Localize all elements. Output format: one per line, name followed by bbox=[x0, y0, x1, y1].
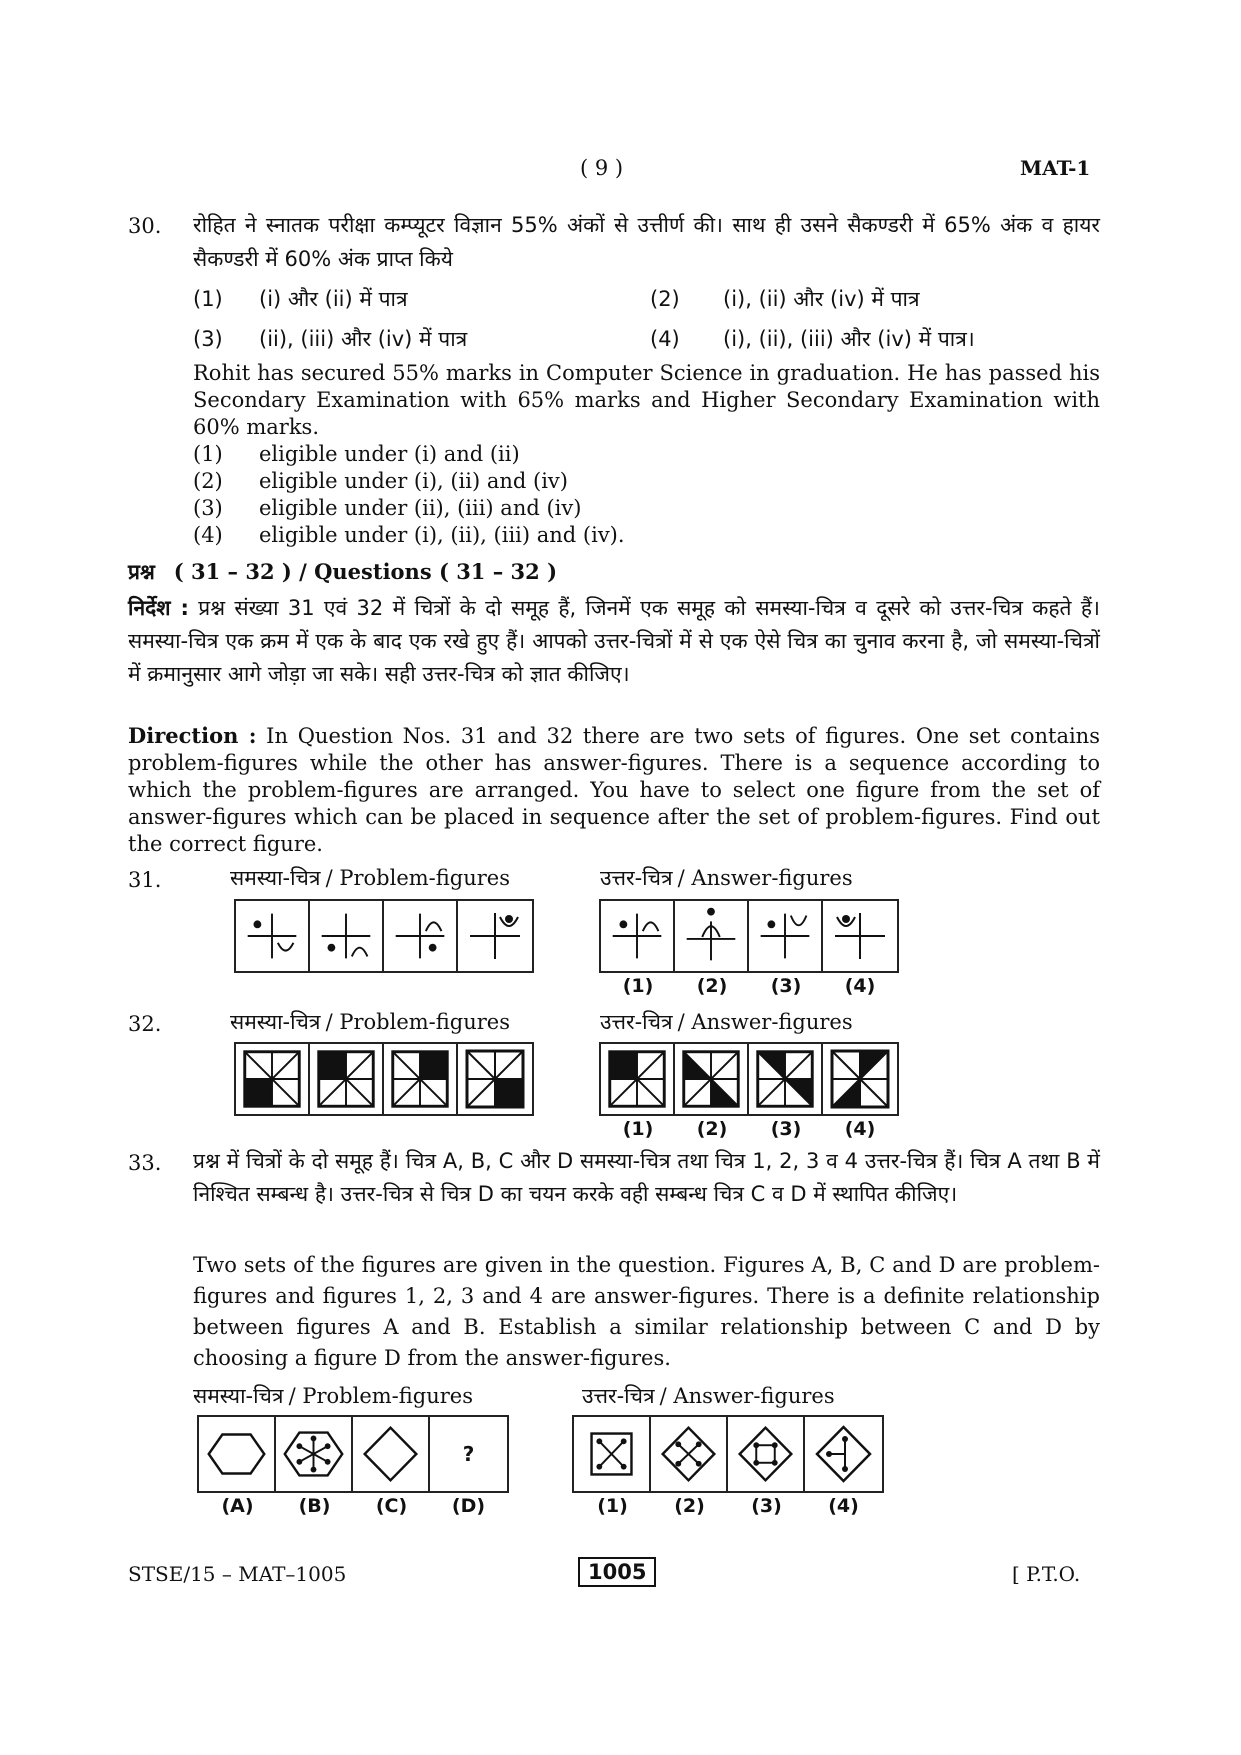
caption-english: / Answer-figures bbox=[677, 1010, 853, 1034]
answer-figure[interactable] bbox=[749, 901, 823, 971]
caption-english: / Answer-figures bbox=[659, 1384, 835, 1408]
q30-hindi-option-2 bbox=[650, 285, 920, 313]
list-item bbox=[193, 441, 625, 468]
option-number: (4) bbox=[650, 327, 680, 351]
caption-english: / Answer-figures bbox=[677, 866, 853, 890]
question-figure-d bbox=[430, 1417, 507, 1491]
q31-answer-caption bbox=[600, 864, 853, 892]
problem-label: (D) bbox=[451, 1495, 486, 1517]
caption-hindi: उत्तर-चित्र bbox=[582, 1384, 655, 1408]
q33-problem-figures bbox=[197, 1415, 509, 1493]
answer-label: (3) bbox=[770, 975, 802, 997]
q32-problem-caption bbox=[230, 1008, 510, 1036]
direction-english-text: In Question Nos. 31 and 32 there are two sets of figures. One set contains problem-figures while the other has answer-figures. There is a sequence according to which the problem-figures are arranged. You have to select one figure from the set of answer-figures which can be placed in sequence after the set of problem-figures. Find out the correct figure. bbox=[128, 724, 1100, 856]
q31-problem-figures bbox=[234, 899, 534, 973]
option-number: (4) bbox=[193, 523, 223, 547]
answer-label: (4) bbox=[828, 1495, 859, 1517]
problem-figure bbox=[458, 901, 532, 971]
answer-figure[interactable] bbox=[823, 1044, 897, 1114]
option-number: (2) bbox=[193, 469, 223, 493]
option-text: (i), (ii) और (iv) में पात्र bbox=[723, 287, 920, 311]
answer-label: (1) bbox=[622, 975, 654, 997]
footer-page-box: 1005 bbox=[578, 1557, 656, 1587]
q33-problem-labels bbox=[199, 1495, 507, 1517]
option-text: eligible under (ii), (iii) and (iv) bbox=[259, 496, 582, 520]
option-number: (1) bbox=[193, 442, 223, 466]
answer-label: (2) bbox=[696, 975, 728, 997]
question-mark: ? bbox=[462, 1442, 475, 1466]
option-text: eligible under (i), (ii) and (iv) bbox=[259, 469, 568, 493]
direction-hindi-text: प्रश्न संख्या 31 एवं 32 में चित्रों के दो समूह हैं, जिनमें एक समूह को समस्या-चित्र व दूसरे को उत्तर-चित्र कहते हैं। समस्या-चित्र एक क्रम में एक के बाद एक रखे हुए हैं। आपको उत्तर-चित्रों में से एक ऐसे चित्र का चुनाव करना है, जो समस्या-चित्रों में क्रमानुसार आगे जोड़ा जा सके। सही उत्तर-चित्र को ज्ञात कीजिए। bbox=[128, 596, 1100, 686]
option-text: (ii), (iii) और (iv) में पात्र bbox=[259, 327, 468, 351]
answer-figure[interactable] bbox=[805, 1417, 882, 1491]
q32-answer-labels bbox=[601, 1118, 897, 1140]
direction-hindi-label: निर्देश : bbox=[128, 596, 189, 620]
q32-problem-figures bbox=[234, 1042, 534, 1116]
q30-hindi-option-1 bbox=[193, 285, 408, 313]
q33-answer-figures bbox=[572, 1415, 884, 1493]
caption-hindi: उत्तर-चित्र bbox=[600, 1010, 673, 1034]
answer-label: (4) bbox=[844, 975, 876, 997]
option-number: (3) bbox=[193, 327, 223, 351]
page-number: ( 9 ) bbox=[580, 156, 624, 180]
q33-number: 33. bbox=[128, 1151, 162, 1175]
answer-figure[interactable] bbox=[728, 1417, 805, 1491]
answer-figure[interactable] bbox=[574, 1417, 651, 1491]
list-item bbox=[193, 522, 625, 549]
option-text: (i), (ii), (iii) और (iv) में पात्र। bbox=[723, 327, 975, 351]
q32-number: 32. bbox=[128, 1012, 162, 1036]
q33-answer-caption bbox=[582, 1382, 835, 1410]
answer-label: (1) bbox=[597, 1495, 628, 1517]
answer-figure[interactable] bbox=[823, 901, 897, 971]
list-item bbox=[193, 495, 625, 522]
answer-label: (2) bbox=[674, 1495, 705, 1517]
direction-english-label: Direction : bbox=[128, 723, 257, 748]
problem-figure bbox=[310, 1044, 384, 1114]
list-item bbox=[193, 468, 625, 495]
answer-figure[interactable] bbox=[601, 901, 675, 971]
problem-label: (A) bbox=[221, 1495, 254, 1517]
q33-hindi-text: प्रश्न में चित्रों के दो समूह हैं। चित्र A, B, C और D समस्या-चित्र तथा चित्र 1, 2, 3 व 4 उत्तर-चित्र हैं। चित्र A तथा B में निश्चित सम्बन्ध है। उत्तर-चित्र से चित्र D का चयन करके वही सम्बन्ध चित्र C व D में स्थापित कीजिए। bbox=[193, 1149, 1100, 1206]
caption-hindi: समस्या-चित्र bbox=[193, 1384, 284, 1408]
q33-answer-labels bbox=[574, 1495, 882, 1517]
section-heading-range: ( 31 – 32 ) / Questions ( 31 – 32 ) bbox=[173, 559, 558, 584]
problem-figure bbox=[236, 901, 310, 971]
diamond-figure-c bbox=[353, 1417, 430, 1491]
hexagon-star-figure-b bbox=[276, 1417, 353, 1491]
problem-figure bbox=[236, 1044, 310, 1114]
q30-number: 30. bbox=[128, 214, 162, 238]
q31-problem-caption bbox=[230, 864, 510, 892]
direction-english bbox=[128, 722, 1100, 858]
answer-figure[interactable] bbox=[675, 1044, 749, 1114]
option-text: eligible under (i), (ii), (iii) and (iv). bbox=[259, 523, 625, 547]
q31-answer-figures bbox=[599, 899, 899, 973]
caption-english: / Problem-figures bbox=[288, 1384, 473, 1408]
q30-hindi-text: रोहित ने स्नातक परीक्षा कम्प्यूटर विज्ञान 55% अंकों से उत्तीर्ण की। साथ ही उसने सैकण्डरी में 65% अंक व हायर सैकण्डरी में 60% अंक प्राप्त किये bbox=[193, 213, 1100, 271]
q33-english-text: Two sets of the figures are given in the question. Figures A, B, C and D are problem-figures and figures 1, 2, 3 and 4 are answer-figures. There is a definite relationship between figures A and B. Establish a similar relationship between C and D by choosing a figure D from the answer-figures. bbox=[193, 1253, 1100, 1370]
problem-label: (C) bbox=[375, 1495, 408, 1517]
caption-hindi: समस्या-चित्र bbox=[230, 1010, 321, 1034]
q30-english-text: Rohit has secured 55% marks in Computer Science in graduation. He has passed his Secondary Examination with 65% marks and Higher Secondary Examination with 60% marks. bbox=[193, 361, 1100, 439]
problem-label: (B) bbox=[298, 1495, 331, 1517]
q32-answer-caption bbox=[600, 1008, 853, 1036]
paper-code: MAT-1 bbox=[1020, 156, 1091, 180]
q32-answer-figures bbox=[599, 1042, 899, 1116]
q30-hindi-option-3 bbox=[193, 325, 467, 353]
problem-figure bbox=[458, 1044, 532, 1114]
problem-figure bbox=[384, 901, 458, 971]
answer-figure[interactable] bbox=[651, 1417, 728, 1491]
option-number: (2) bbox=[650, 287, 680, 311]
answer-label: (4) bbox=[844, 1118, 876, 1140]
option-text: (i) और (ii) में पात्र bbox=[259, 287, 408, 311]
answer-label: (3) bbox=[751, 1495, 782, 1517]
direction-hindi bbox=[128, 592, 1100, 691]
caption-hindi: उत्तर-चित्र bbox=[600, 866, 673, 890]
q31-number: 31. bbox=[128, 868, 162, 892]
hexagon-figure-a bbox=[199, 1417, 276, 1491]
footer-pto: [ P.T.O. bbox=[1012, 1562, 1081, 1586]
caption-english: / Problem-figures bbox=[325, 866, 510, 890]
answer-label: (2) bbox=[696, 1118, 728, 1140]
answer-figure[interactable] bbox=[749, 1044, 823, 1114]
q33-problem-caption bbox=[193, 1382, 473, 1410]
caption-hindi: समस्या-चित्र bbox=[230, 866, 321, 890]
problem-figure bbox=[384, 1044, 458, 1114]
problem-figure bbox=[310, 901, 384, 971]
answer-label: (1) bbox=[622, 1118, 654, 1140]
option-number: (1) bbox=[193, 287, 223, 311]
footer-code: STSE/15 – MAT–1005 bbox=[128, 1562, 347, 1586]
q30-english-options bbox=[193, 441, 625, 549]
caption-english: / Problem-figures bbox=[325, 1010, 510, 1034]
q31-answer-labels bbox=[601, 975, 897, 997]
section-heading bbox=[128, 558, 557, 586]
q30-hindi-option-4 bbox=[650, 325, 975, 353]
answer-figure[interactable] bbox=[675, 901, 749, 971]
option-text: eligible under (i) and (ii) bbox=[259, 442, 520, 466]
answer-figure[interactable] bbox=[601, 1044, 675, 1114]
answer-label: (3) bbox=[770, 1118, 802, 1140]
section-heading-hindi: प्रश्न bbox=[128, 560, 155, 584]
option-number: (3) bbox=[193, 496, 223, 520]
